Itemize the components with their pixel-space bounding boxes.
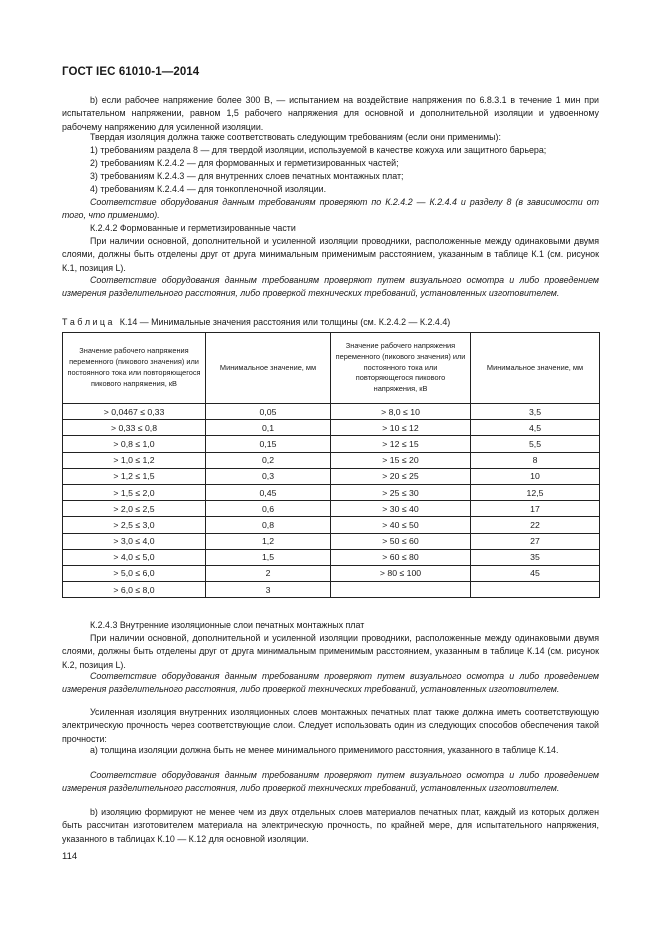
table-row [63,468,600,484]
table-cell: > 5,0 ≤ 6,0 [63,565,206,581]
table-cell [471,582,600,598]
header-voltage-left: Значение рабочего напряжения переменного (пикового значения) или постоянного тока или повторяющегося пикового напряжения, кВ [63,333,206,404]
table-cell: 0,45 [206,484,331,500]
table-cell: 17 [471,501,600,517]
table-cell: > 60 ≤ 80 [331,549,471,565]
table-cell: 0,8 [206,517,331,533]
table-cell: > 8,0 ≤ 10 [331,404,471,420]
table-row [63,452,600,468]
table-row [63,533,600,549]
table-row [63,501,600,517]
table-cell: 35 [471,549,600,565]
table-cell: 0,1 [206,420,331,436]
table-cell: 3 [206,582,331,598]
table-cell: 0,6 [206,501,331,517]
paragraph-k243-body: При наличии основной, дополнительной и усиленной изоляции проводники, расположенные между одинаковыми двумя слоями, должны быть отделены друг от друга минимальным применимым расстоянием, указанным в таблице К.14 (см. рисунок К.2, позиция L). [62,633,599,670]
table-cell: > 10 ≤ 12 [331,420,471,436]
compliance-note-3: Соответствие оборудования данным требованиям проверяют путем визуального осмотра и либо проведением измерения разделительного расстояния, либо проверкой технических требований, установленных изготовителем. [62,671,599,695]
table-cell: > 0,33 ≤ 0,8 [63,420,206,436]
table-cell: 12,5 [471,484,600,500]
table-cell: > 2,5 ≤ 3,0 [63,517,206,533]
distance-table [62,332,600,598]
table-cell: > 20 ≤ 25 [331,468,471,484]
table-cell: 5,5 [471,436,600,452]
table-cell: 3,5 [471,404,600,420]
list-item-1: 1) требованиям раздела 8 — для твердой изоляции, используемой в качестве кожуха или защитного барьера; [90,145,547,155]
table-caption [62,317,450,327]
table-cell: > 6,0 ≤ 8,0 [63,582,206,598]
table-cell: 0,3 [206,468,331,484]
table-cell: > 25 ≤ 30 [331,484,471,500]
table-row [63,420,600,436]
table-cell: > 40 ≤ 50 [331,517,471,533]
paragraph-k242-body: При наличии основной, дополнительной и усиленной изоляции проводники, расположенные между одинаковыми двумя слоями, должны быть отделены друг от друга минимальным применимым расстоянием, указанным в таблице К.1 (см. рисунок К.1, позиция L). [62,236,599,273]
table-cell: 0,05 [206,404,331,420]
table-row [63,436,600,452]
compliance-note-2: Соответствие оборудования данным требованиям проверяют путем визуального осмотра и либо проведением измерения разделительного расстояния, либо проверкой технических требований, установленных изготовителем. [62,275,599,299]
paragraph-solid-insulation-intro: Твердая изоляция должна также соответствовать следующим требованиям (если они применимы): [90,132,501,142]
list-item-3: 3) требованиям К.2.4.3 — для внутренних слоев печатных монтажных плат; [90,171,404,181]
table-cell: 0,15 [206,436,331,452]
list-item-2: 2) требованиям К.2.4.2 — для формованных и герметизированных частей; [90,158,399,168]
table-cell [331,582,471,598]
header-min-left: Минимальное значение, мм [206,333,331,404]
table-row [63,582,600,598]
compliance-note-4: Соответствие оборудования данным требованиям проверяют путем визуального осмотра и либо проведением измерения разделительного расстояния, либо проверкой технических требований, установленных изготовителем. [62,770,599,794]
table-cell: > 3,0 ≤ 4,0 [63,533,206,549]
table-cell: > 30 ≤ 40 [331,501,471,517]
table-cell: > 4,0 ≤ 5,0 [63,549,206,565]
table-cell: > 1,0 ≤ 1,2 [63,452,206,468]
table-cell: 8 [471,452,600,468]
table-cell: 27 [471,533,600,549]
table-row [63,404,600,420]
header-voltage-right: Значение рабочего напряжения переменного (пикового значения) или постоянного тока или повторяющегося пикового напряжения, кВ [331,333,471,404]
table-cell: 4,5 [471,420,600,436]
table-row [63,549,600,565]
table-cell: 0,2 [206,452,331,468]
table-caption-text: К.14 — Минимальные значения расстояния или толщины (см. К.2.4.2 — К.2.4.4) [119,317,451,327]
compliance-note-1: Соответствие оборудования данным требованиям проверяют по К.2.4.2 — К.2.4.4 и разделу 8 (в зависимости от того, что применимо). [62,197,599,221]
table-cell: 10 [471,468,600,484]
table-cell: > 0,0467 ≤ 0,33 [63,404,206,420]
section-heading-k243: К.2.4.3 Внутренние изоляционные слои печатных монтажных плат [90,620,365,630]
table-cell: 1,2 [206,533,331,549]
paragraph-reinforced-insulation: Усиленная изоляция внутренних изоляционных слоев монтажных печатных плат также должна иметь соответствующую электрическую прочность через соответствующие слои. Следует использовать один из следующих способов обеспечения такой прочности: [62,707,599,744]
table-row [63,565,600,581]
table-row [63,484,600,500]
table-cell: > 2,0 ≤ 2,5 [63,501,206,517]
table-cell: > 50 ≤ 60 [331,533,471,549]
document-header: ГОСТ IEC 61010-1—2014 [62,66,200,78]
table-cell: 22 [471,517,600,533]
table-cell: 45 [471,565,600,581]
table-row [63,517,600,533]
table-caption-label: Т а б л и ц а [62,317,113,327]
table-cell: 1,5 [206,549,331,565]
paragraph-b-voltage-test: b) если рабочее напряжение более 300 В, — испытанием на воздействие напряжения по 6.8.3.1 в течение 1 мин при испытательном напряжении, равном 1,5 рабочего напряжения для основной и дополнительной изоляции и удвоенному рабочему напряжению для усиленной изоляции. [62,95,599,132]
header-min-right: Минимальное значение, мм [471,333,600,404]
paragraph-option-b: b) изоляцию формируют не менее чем из двух отдельных слоев материалов печатных плат, каждый из которых должен быть рассчитан изготовителем материала на электрическую прочность, по крайней мере, для испытательного напряжения, указанного в таблицах К.10 — К.12 для основной изоляции. [62,807,599,844]
table-cell: > 0,8 ≤ 1,0 [63,436,206,452]
table-cell: > 80 ≤ 100 [331,565,471,581]
table-cell: > 12 ≤ 15 [331,436,471,452]
page-number: 114 [62,851,78,862]
table-cell: > 1,2 ≤ 1,5 [63,468,206,484]
table-cell: > 15 ≤ 20 [331,452,471,468]
table-cell: 2 [206,565,331,581]
table-cell: > 1,5 ≤ 2,0 [63,484,206,500]
table-header-row [63,333,600,404]
list-item-4: 4) требованиям К.2.4.4 — для тонкопленочной изоляции. [90,184,327,194]
paragraph-option-a: а) толщина изоляции должна быть не менее минимального применимого расстояния, указанного в таблице К.14. [90,745,559,755]
section-heading-k242: К.2.4.2 Формованные и герметизированные части [90,223,296,233]
